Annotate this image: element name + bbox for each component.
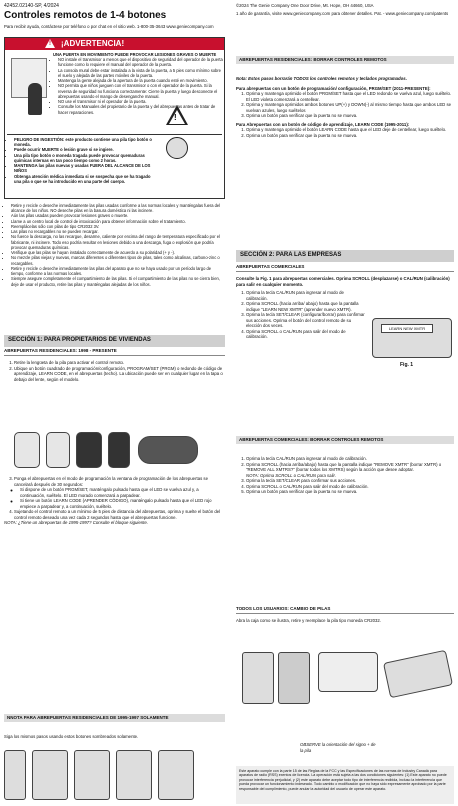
keypad-display: LEARN NEW XMTR [381, 324, 433, 333]
list-item: • Verifique que las pilas se hayan instalado correctamente de acuerdo a su polaridad (+ y -). [11, 250, 225, 255]
step: 3. Oprima un botón para verificar que la puerta no se mueva. [246, 113, 454, 119]
step: 1. Oprima y mantenga oprimido el botón PRGM/SET hasta que el LED redondo se vuelva azul, luego suéltelo. El LED violeta comenzará a centellear. [246, 91, 454, 102]
warning-box [4, 37, 225, 199]
battery-instructions [4, 203, 225, 287]
learn-heading: Para Abrepuertas con un botón de código de aprendizaje, LEARN CODE (1995-2011): [236, 121, 410, 127]
step: 3. Oprima la tecla SET/CLEAR (configurar/borrar) para confirmar sus acciones. Oprima el botón del control remoto de su elección dos veces. [246, 312, 366, 329]
divider [7, 134, 222, 135]
sub-step: ◦ Si tiene un botón LEARN CODE (APRENDER CÓDIGO), manténgalo pulsado hasta que el LED rojo empiece a parpadear y, a continuación, suéltelo. [20, 498, 225, 509]
list-item: • Llame a un centro local de control de intoxicación para obtener información sobre el tratamiento. [11, 219, 225, 224]
erase-note: Nota: Estos pasos borrarán TODOS los controles remotos y teclados programados. [236, 76, 407, 81]
sub-step: ◦ Si dispone de un botón PRGM/SET, manténgalo pulsado hasta que el LED se vuelva azul y, a continuación, suéltelo. El LED morado comenzará a parpadear. [20, 487, 225, 498]
note: NOTA: ¿Tiene un abrepuertas de 1995-1997? Consulte el bloque siguiente. [4, 520, 148, 525]
step: 5. Oprima un botón para verificar que la puerta no se mueva. [246, 489, 454, 495]
remote-image [108, 432, 130, 468]
fcc-notice: Este aparato cumple con la parte 15 de las Reglas de la FCC y las Especificaciones de las normas de Industry Canadá para aparatos de radio (RSS) exentos de licencia. La operación está sujeta a las dos condiciones siguientes: (1) Este aparato no puede provocar interferencia perjudicial, y (2) este aparato debe aceptar todo tipo de interferencia recibida, incluso la interferencia que pueda provocar un funcionamiento indeseado. Todo cambio o modificación que no haya sido expresamente aprobado por la parte responsable del cumplimiento, puede anular la autoridad del usuario de operar este aparato. [236, 766, 454, 804]
step: 2. Oprima SCROLL (hacia arriba/ abajo) hasta que la pantalla indique "LEARN NEW XMTR" (aprender nuevo XMTR). [246, 301, 366, 312]
battery-warning [9, 137, 155, 184]
warning-item: • NO permita que niños jueguen con el transmisor o con el operador de la puerta. Si la reversa de seguridad no funciona correctamente: Cierre la puerta y luego desconecte el abrepuertas usando el mango de desenganche manual. [58, 83, 223, 99]
warning-heading: UNA PUERTA EN MOVIMIENTO PUEDE PROVOCAR LESIONES GRAVES O MUERTE [53, 52, 217, 57]
section-2-heading: SECCIÓN 2: PARA LAS EMPRESAS [236, 250, 454, 262]
step [14, 476, 225, 509]
battery-warning-item: • Puede ocurrir MUERTE o lesión grave si se ingiere. [14, 147, 155, 152]
note: NOTA: Oprima SCROLL o CAL/RUN para salir. [246, 472, 336, 478]
note-text: Siga los mismos pasos usando estos botones sombreados solamente. [4, 734, 139, 739]
step: 1. Retire la lengüeta de la pila para activar el control remoto. [14, 360, 225, 366]
warranty-line: 1 año de garantía, visite www.geniecompany.com para obtener detalles. Pat. - www.geniecompany.com/patents [236, 11, 449, 16]
warning-item: • La consola mural debe estar instalada a la vista de la puerta, a 5 pies como mínimo sobre el suelo y alejada de las partes móviles de la puerta. [58, 68, 223, 78]
battery-warning-item: • MANTENGA las pilas nuevas y usadas FUERA DEL ALCANCE DE LOS NIÑOS [14, 163, 155, 173]
step: 4. Oprima SCROLL o CAL/RUN para salir del modo de calibración. [246, 329, 366, 340]
list-item: • Las pilas no recargables no se pueden recargar. [11, 229, 225, 234]
step: 2. Oprima y mantenga oprimidos ambos botones UP(+) y DOWN(-) al mismo tiempo hasta que ambos LED se vuelvan azules, luego suéltelos [246, 102, 454, 113]
remote-image [4, 750, 26, 800]
document-code: 42452.02140-SP, 4/2024 [4, 3, 59, 9]
list-item: • No mezcle pilas viejas y nuevas, marcas diferentes o diferentes tipos de pilas, tales como alcalinas, carbono-zinc o recargables. [11, 255, 225, 265]
step: 3. Oprima la tecla SET/CLEAR para confirmar sus acciones. [246, 478, 454, 484]
list-item: • Retire y recicle o deseche inmediatamente las pilas del aparato que no se haya usado por un período largo de tiempo, conforme a las normas locales. [11, 266, 225, 276]
step: 2. Ubique un botón cuadrado de programación/configuración, PROGRAM/SET (PRGM) o redondo de código de aprendizaje, LEARN CODE, en el abrepuertas (techo). La ubicación puede ser en cualquier lugar en la tapa o debajo del lente, según el modelo. [14, 366, 225, 383]
remote-open-image [278, 652, 310, 704]
exclamation-icon: ! [49, 41, 51, 47]
remote-image [46, 432, 70, 468]
step-text: Ponga el abrepuertas en el modo de programación la ventana de programación de los abrepuertas se cancelará después de 30 segundos: [14, 476, 208, 487]
step [246, 462, 454, 479]
step: 4. Oprima SCROLL o CAL/RUN para salir del modo de calibración. [246, 484, 454, 490]
battery-change-illustration [242, 650, 457, 708]
warning-item: • NO use el transmisor ni el operador de la puerta. [58, 99, 223, 104]
remote-illustrations [14, 432, 204, 470]
battery-warning-item: • Una pila tipo botón o moneda tragada puede provocar quemaduras químicas internas en tan poco tiempo como 2 horas. [14, 153, 155, 163]
commercial-keypad-image [372, 318, 452, 358]
remote-image [14, 432, 40, 468]
battery-warning-item: • Obtenga atención médica inmediata si se sospecha que se ha tragado una pila o que se ha introducido en una parte del cuerpo. [14, 174, 155, 184]
door-hazard-icon [11, 58, 47, 98]
page-title: Controles remotos de 1-4 botones [4, 10, 167, 21]
warning-body [53, 52, 223, 115]
list-item: • Siempre asegure completamente el compartimiento de las pilas. Si el compartimiento de las pilas no se cierra bien, deje de usar el producto, retire las pilas y manténgalas alejadas de los niños. [11, 276, 225, 286]
warning-item: • Consulte los Manuales del propietario de la puerta y del abrepuertas antes de tratar de hacer reparaciones. [58, 104, 223, 114]
list-item: • Aún las pilas usadas pueden provocar lesiones graves o muerte. [11, 213, 225, 218]
remote-open-image [318, 652, 378, 692]
battery-warning-item: • PELIGRO DE INGESTIÓN: este producto contiene una pila tipo botón o moneda. [14, 137, 155, 147]
prgm-heading: Para abrepuertas con un botón de programación/ configuración, PRGM/SET (2011-PRESENTE): [236, 85, 431, 91]
remote-image [158, 750, 194, 800]
commercial-intro: Consulte la Fig. 1 para abrepuertas comerciales. Oprima SCROLL (desplazarse) o CAL/RUN (calibración) para salir en cualquier momento. [236, 276, 450, 287]
warning-item: • NO instale el transmisor a menos que el dispositivo de seguridad del operador de la puerta funcione como lo requiere el manual del operador de la puerta. [58, 57, 223, 67]
copyright-line: ©2024 The Genie Company One Door Drive, Mt. Hope, OH 44660, USA [236, 3, 374, 8]
remote-image [74, 750, 110, 800]
coin-battery-icon [166, 137, 188, 159]
remote-image [32, 750, 68, 800]
remote-image [76, 432, 102, 468]
erase-content [236, 76, 454, 138]
caution-exclamation-icon: ! [174, 113, 177, 122]
step: 1. Oprima y mantenga oprimido el botón LEARN CODE hasta que el LED deje de centellear, luego suéltelo. [246, 127, 454, 133]
list-item: • Reemplácelas sólo con pilas de tipo CR2032 3V. [11, 224, 225, 229]
step-text: Oprima SCROLL (hacia arriba/abajo) hasta que la pantalla indique "REMOVE XMTR" (borrar XMTR) o "REMOVE ALL XMTRS?" (borrar todos los XMTRS) según la acción que desee adoptar. [246, 461, 442, 472]
battery-caption: OBSERVE la orientación del signo + de la pila [300, 742, 376, 753]
commercial-erase-heading: ABREPUERTAS COMERCIALES: BORRAR CONTROLES REMOTOS [236, 436, 454, 444]
commercial-subheading: ABREPUERTAS COMERCIALES [236, 264, 454, 272]
erase-heading: ABREPUERTAS RESIDENCIALES: BORRAR CONTROLES REMOTOS [236, 56, 454, 64]
list-item: • No fuerce la descarga, no las recargue, desarme, caliente por encima del rango de temperatura especificado por el fabricante, ni incinere. Todo eso podría resultar en lesiones debido a una descarga, fuga o explosión que podría provocar quemaduras químicas. [11, 234, 225, 250]
commercial-erase-content [236, 456, 454, 495]
figure-label: Fig. 1 [400, 362, 414, 368]
battery-change-heading: TODOS LOS USUARIOS: CAMBIO DE PILAS [236, 606, 454, 614]
note-heading: NNOTA PARA ABREPUERTAS RESIDENCIALES DE 1995-1997 SOLAMENTE [4, 714, 225, 722]
section-1-subheading: ABREPUERTAS RESIDENCIALES: 1998 - PRESENTE [4, 348, 225, 356]
list-item: • Retire y recicle o deseche inmediatamente las pilas usadas conforme a las normas locales y manténgalas fuera del alcance de los niños. NO deseche pilas en la basura doméstica ni las incinere. [11, 203, 225, 213]
caution-triangle-inner [169, 110, 185, 124]
step: 1. Oprima la tecla CAL/RUN para ingresar al modo de calibración. [246, 290, 366, 301]
section-1-steps [4, 360, 225, 382]
remote-open-image [242, 652, 274, 704]
warning-item: • Mantenga la gente alejada de la apertura de la puerta cuando esté en movimiento. [58, 78, 223, 83]
remote-image [138, 436, 198, 464]
step: 2. Oprima un botón para verificar que la puerta no se mueva. [246, 133, 454, 139]
step: 1. Oprima la tecla CAL/RUN para ingresar al modo de calibración. [246, 456, 454, 462]
remote-open-image [383, 650, 453, 699]
warning-bar [5, 38, 224, 50]
section-1-heading: SECCIÓN 1: PARA PROPIETARIOS DE VIVIENDAS [4, 335, 225, 347]
remote-image [116, 750, 152, 800]
step: 4. Sujetando el control remoto a un mínimo de 5 pies de distancia del abrepuertas, oprima y suelte el botón del control remoto deseado una vez cada 2 segundos hasta que el abrepuertas funcione. [14, 509, 225, 520]
header-subtitle: Para recibir ayuda, contáctese por teléfono o por chat en el sitio web. 1-800-35-3643 www.geniecompany.com [4, 24, 214, 29]
warning-title: ¡ADVERTENCIA! [61, 39, 125, 48]
battery-change-text: Abra la caja como se ilustra, retire y reemplace la pila tipo moneda CR2032. [236, 618, 381, 623]
section-1-steps-cont [4, 476, 225, 526]
shaded-remotes [4, 750, 219, 800]
